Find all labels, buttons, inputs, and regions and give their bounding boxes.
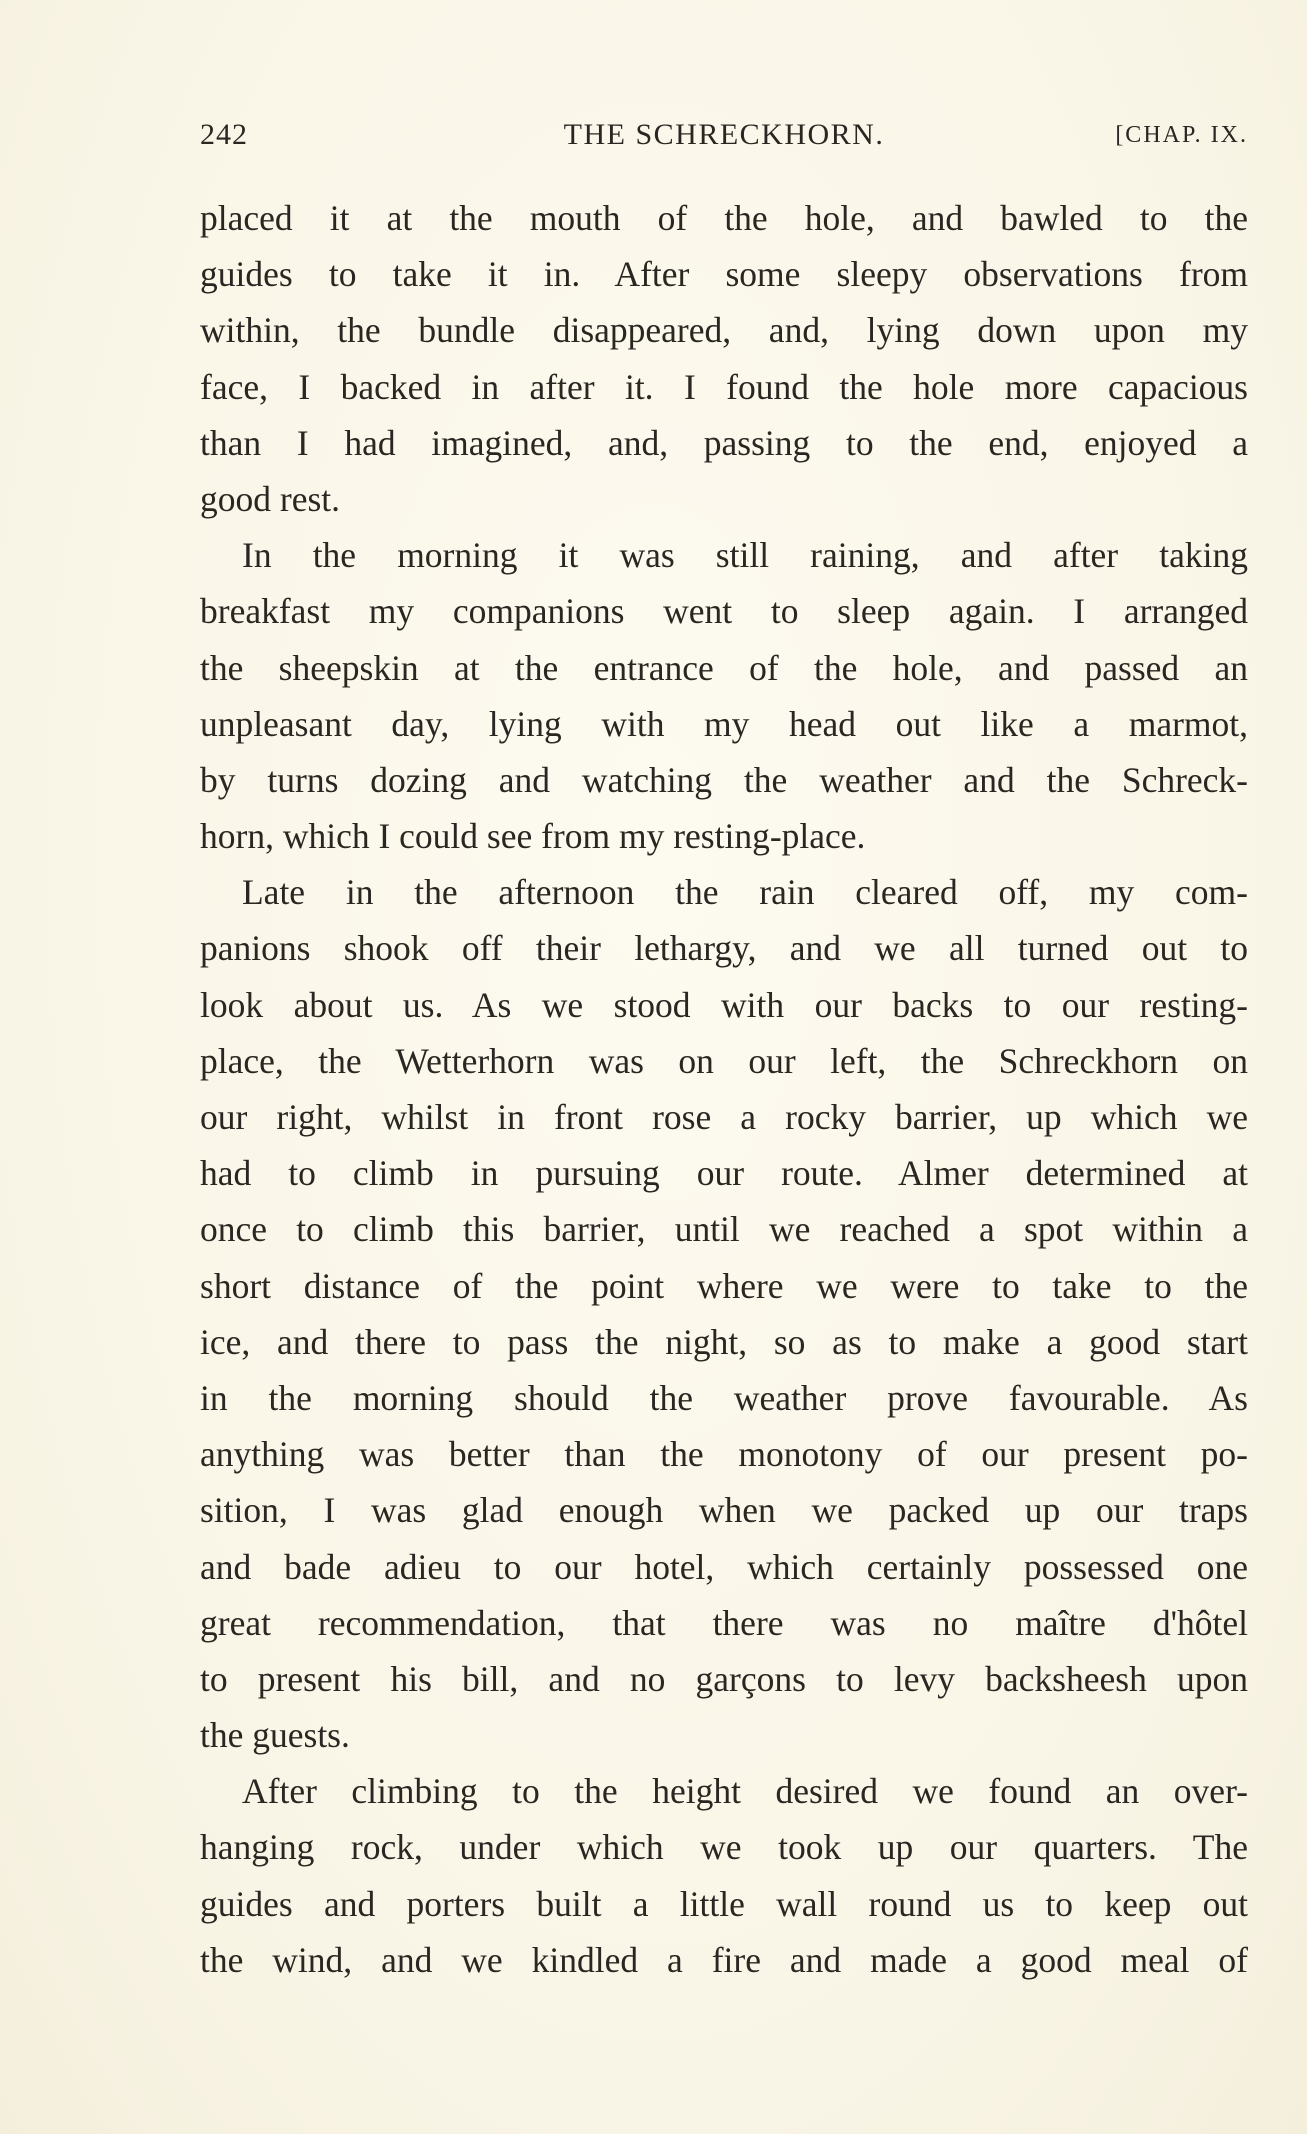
text-line: placed it at the mouth of the hole, and bawled to the xyxy=(200,198,1248,238)
text-line: once to climb this barrier, until we reached a spot within a xyxy=(200,1209,1248,1250)
text-line: had to climb in pursuing our route. Almer determined at xyxy=(200,1153,1248,1194)
text-line: ice, and there to pass the night, so as to make a good start xyxy=(200,1321,1248,1362)
text-line: guides to take it in. After some sleepy observations from xyxy=(200,254,1248,295)
text-line: by turns dozing and watching the weather and the Schreck- xyxy=(200,759,1248,800)
text-line: sition, I was glad enough when we packed up our traps xyxy=(200,1490,1248,1531)
text-line: to present his bill, and no garçons to levy backsheesh upon xyxy=(200,1658,1248,1699)
text-line: good rest. xyxy=(200,478,341,519)
text-line: breakfast my companions went to sleep again. I arranged xyxy=(200,591,1248,632)
chapter-reference: [CHAP. IX. xyxy=(1115,122,1248,148)
text-line: look about us. As we stood with our backs to our resting- xyxy=(200,984,1248,1025)
text-line: place, the Wetterhorn was on our left, the Schreckhorn on xyxy=(200,1040,1248,1081)
text-line: the guests. xyxy=(200,1715,350,1756)
text-line: In the morning it was still raining, and after taking xyxy=(242,535,1248,576)
text-line: face, I backed in after it. I found the hole more capacious xyxy=(200,366,1248,407)
text-line: guides and porters built a little wall round us to keep out xyxy=(200,1883,1248,1924)
running-title: THE SCHRECKHORN. xyxy=(563,118,885,151)
text-line: and bade adieu to our hotel, which certainly possessed one xyxy=(200,1546,1248,1587)
text-line: great recommendation, that there was no maître d'hôtel xyxy=(200,1602,1248,1643)
running-header xyxy=(200,118,1248,158)
text-line: in the morning should the weather prove favourable. As xyxy=(200,1377,1248,1418)
text-line: After climbing to the height desired we found an over- xyxy=(242,1771,1248,1812)
text-line: than I had imagined, and, passing to the end, enjoyed a xyxy=(200,422,1248,463)
text-line: hanging rock, under which we took up our quarters. The xyxy=(200,1827,1248,1868)
text-line: unpleasant day, lying with my head out like a marmot, xyxy=(200,703,1248,744)
text-line: horn, which I could see from my resting-place. xyxy=(200,816,866,857)
page-number: 242 xyxy=(200,118,248,151)
text-line: the sheepskin at the entrance of the hole, and passed an xyxy=(200,647,1248,688)
text-line: within, the bundle disappeared, and, lying down upon my xyxy=(200,310,1248,351)
text-line: the wind, and we kindled a fire and made a good meal of xyxy=(200,1939,1248,1980)
text-line: anything was better than the monotony of our present po- xyxy=(200,1434,1248,1475)
text-line: our right, whilst in front rose a rocky barrier, up which we xyxy=(200,1097,1248,1137)
text-line: panions shook off their lethargy, and we all turned out to xyxy=(200,928,1248,969)
body-text xyxy=(200,190,1248,1988)
text-line: Late in the afternoon the rain cleared off, my com- xyxy=(242,872,1248,913)
text-line: short distance of the point where we were to take to the xyxy=(200,1265,1248,1306)
